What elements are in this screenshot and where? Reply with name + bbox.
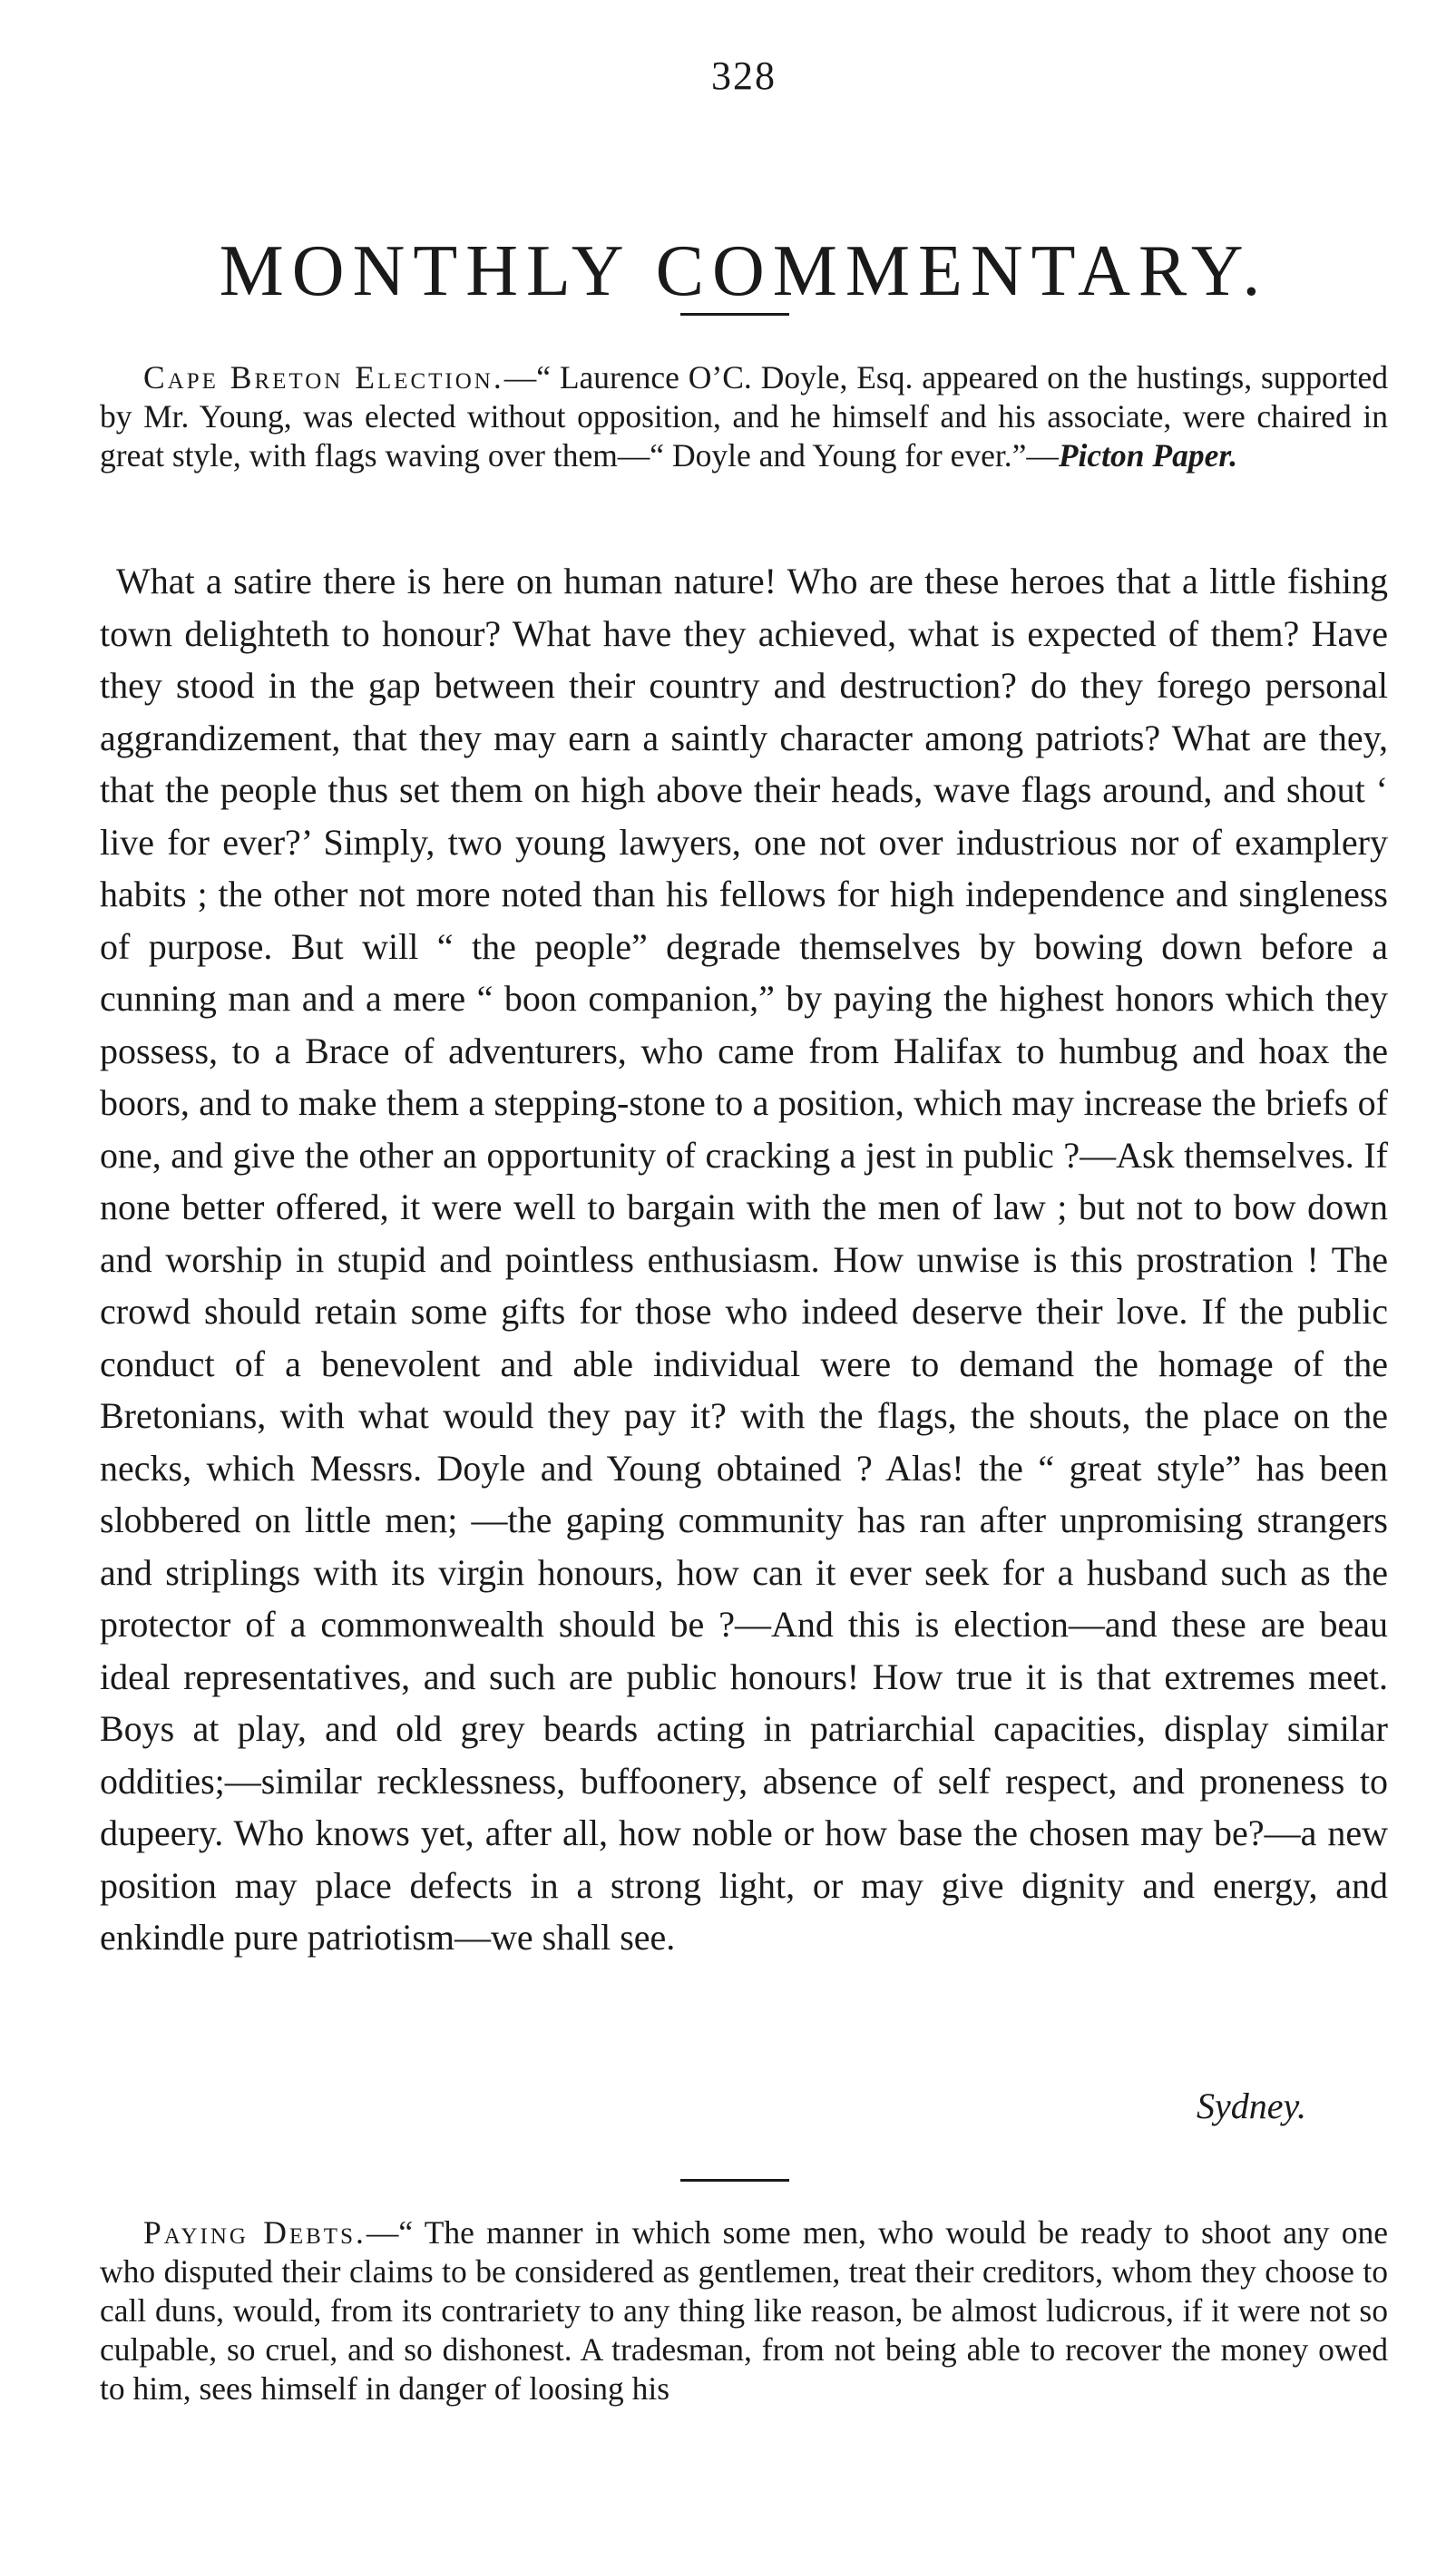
article-cape-breton-quote [100, 358, 1388, 475]
article-source: Picton Paper. [1058, 437, 1238, 474]
page-title: MONTHLY COMMENTARY. [219, 230, 1269, 311]
page-number: 328 [711, 54, 777, 98]
author-signature: Sydney. [1196, 2085, 1306, 2126]
article-lead-text: —“ Laurence O’C. Doyle, Esq. appeared on the hustings, supported by Mr. Young, was elected without opposition, and he himself and his associate, were chaired in great style, with flags waving over them—“ Doyle and Young for ever.”— [100, 359, 1388, 474]
article-paying-debts [100, 2213, 1388, 2408]
section-divider [680, 313, 789, 316]
article-commentary-body: What a satire there is here on human nature! Who are these heroes that a little fishing town delighteth to honour? What have they achieved, what is expected of them? Have they stood in the gap between their country and destruction? do they forego personal aggrandizement, that they may earn a saintly character among patriots? What are they, that the people thus set them on high above their heads, wave flags around, and shout ‘ live for ever?’ Simply, two young lawyers, one not over industrious nor of examplery habits ; the other not more noted than his fellows for high independence and singleness of purpose. But will “ the people” degrade themselves by bowing down before a cunning man and a mere “ boon companion,” by paying the highest honors which they possess, to a Brace of adventurers, who came from Halifax to humbug and hoax the boors, and to make them a stepping-stone to a position, which may increase the briefs of one, and give the other an opportunity of cracking a jest in public ?—Ask themselves. If none better offered, it were well to bargain with the men of law ; but not to bow down and worship in stupid and pointless enthusiasm. How unwise is this prostration ! The crowd should retain some gifts for those who indeed deserve their love. If the public conduct of a benevolent and able individual were to demand the homage of the Bretonians, with what would they pay it? with the flags, the shouts, the place on the necks, which Messrs. Doyle and Young obtained ? Alas! the “ great style” has been slobbered on little men; —the gaping community has ran after unpromising strangers and striplings with its virgin honours, how can it ever seek for a husband such as the protector of a commonwealth should be ?—And this is election—and these are beau ideal representatives, and such are public honours! How true it is that extremes meet. Boys at play, and old grey beards acting in patriarchial capacities, display similar oddities;—similar recklessness, buffoonery, absence of self respect, and proneness to dupeery. Who knows yet, after all, how noble or how base the chosen may be?—a new position may place defects in a strong light, or may give dignity and energy, and enkindle pure patriotism—we shall see. [100, 561, 1388, 1958]
article-heading: Cape Breton Election. [143, 359, 504, 396]
article-heading: Paying Debts. [143, 2214, 366, 2251]
article-text: —“ The manner in which some men, who would be ready to shoot any one who disputed their claims to be considered as gentlemen, treat their creditors, whom they choose to call duns, would, from its contrariety to any thing like reason, be almost ludicrous, if it were not so culpable, so cruel, and so dishonest. A tradesman, from not being able to recover the money owed to him, sees himself in danger of loosing his [100, 2214, 1388, 2407]
section-divider [680, 2179, 789, 2182]
